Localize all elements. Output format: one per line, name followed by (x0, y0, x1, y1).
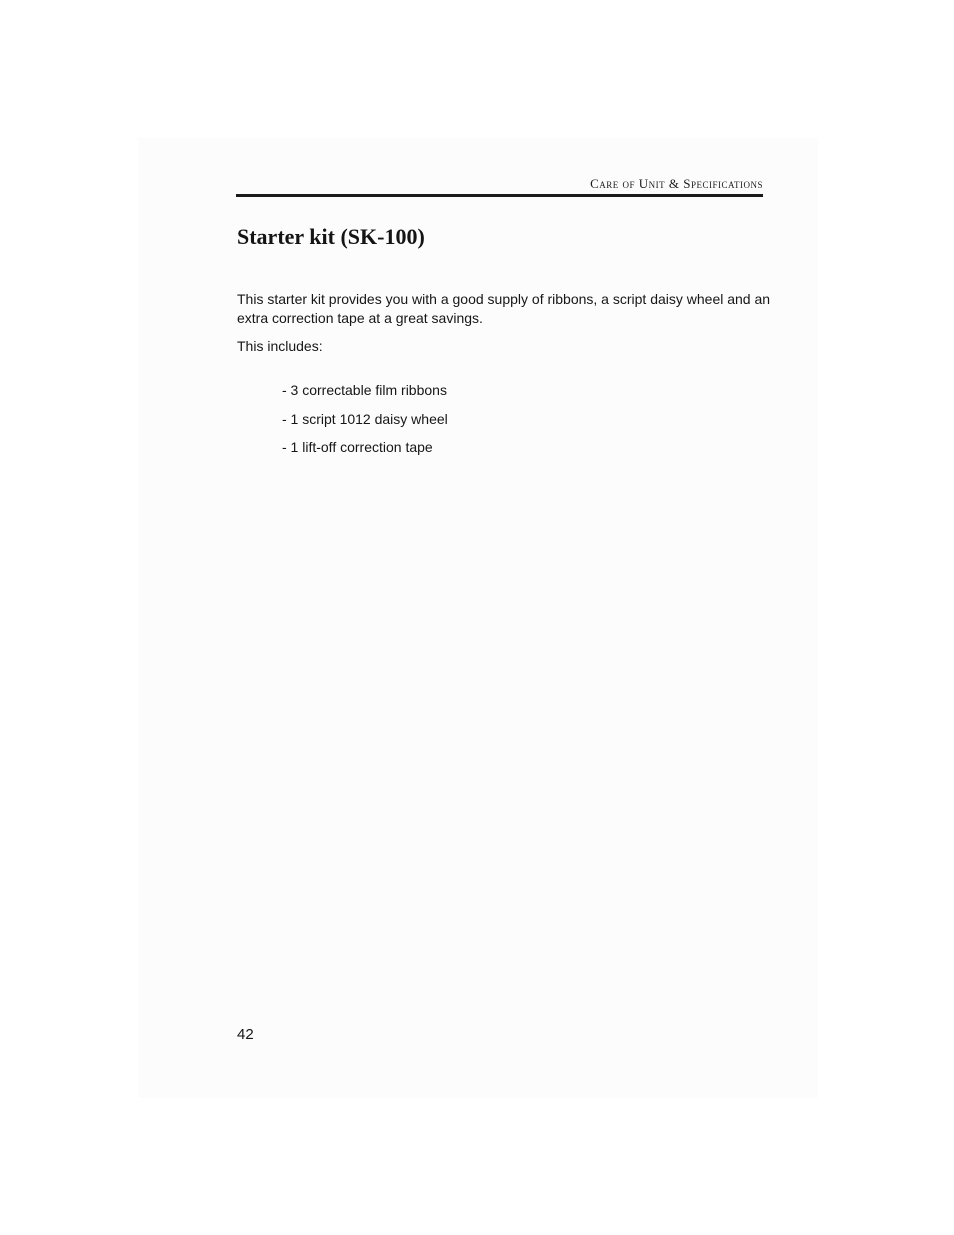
page-number: 42 (237, 1026, 254, 1043)
running-header: Care of Unit & Specifications (590, 176, 763, 191)
list-item: - 1 script 1012 daisy wheel (282, 410, 448, 427)
header-rule (236, 194, 763, 197)
page-background (138, 138, 818, 1098)
section-title: Starter kit (SK-100) (237, 224, 425, 249)
list-item: - 3 correctable film ribbons (282, 382, 447, 398)
list-item: - 1 lift-off correction tape (282, 439, 433, 455)
kit-items-list (282, 381, 448, 467)
intro-paragraph: This starter kit provides you with a good supply of ribbons, a script daisy wheel and an extra correction tape at a great savings. (237, 291, 771, 326)
includes-label: This includes: (237, 338, 323, 354)
